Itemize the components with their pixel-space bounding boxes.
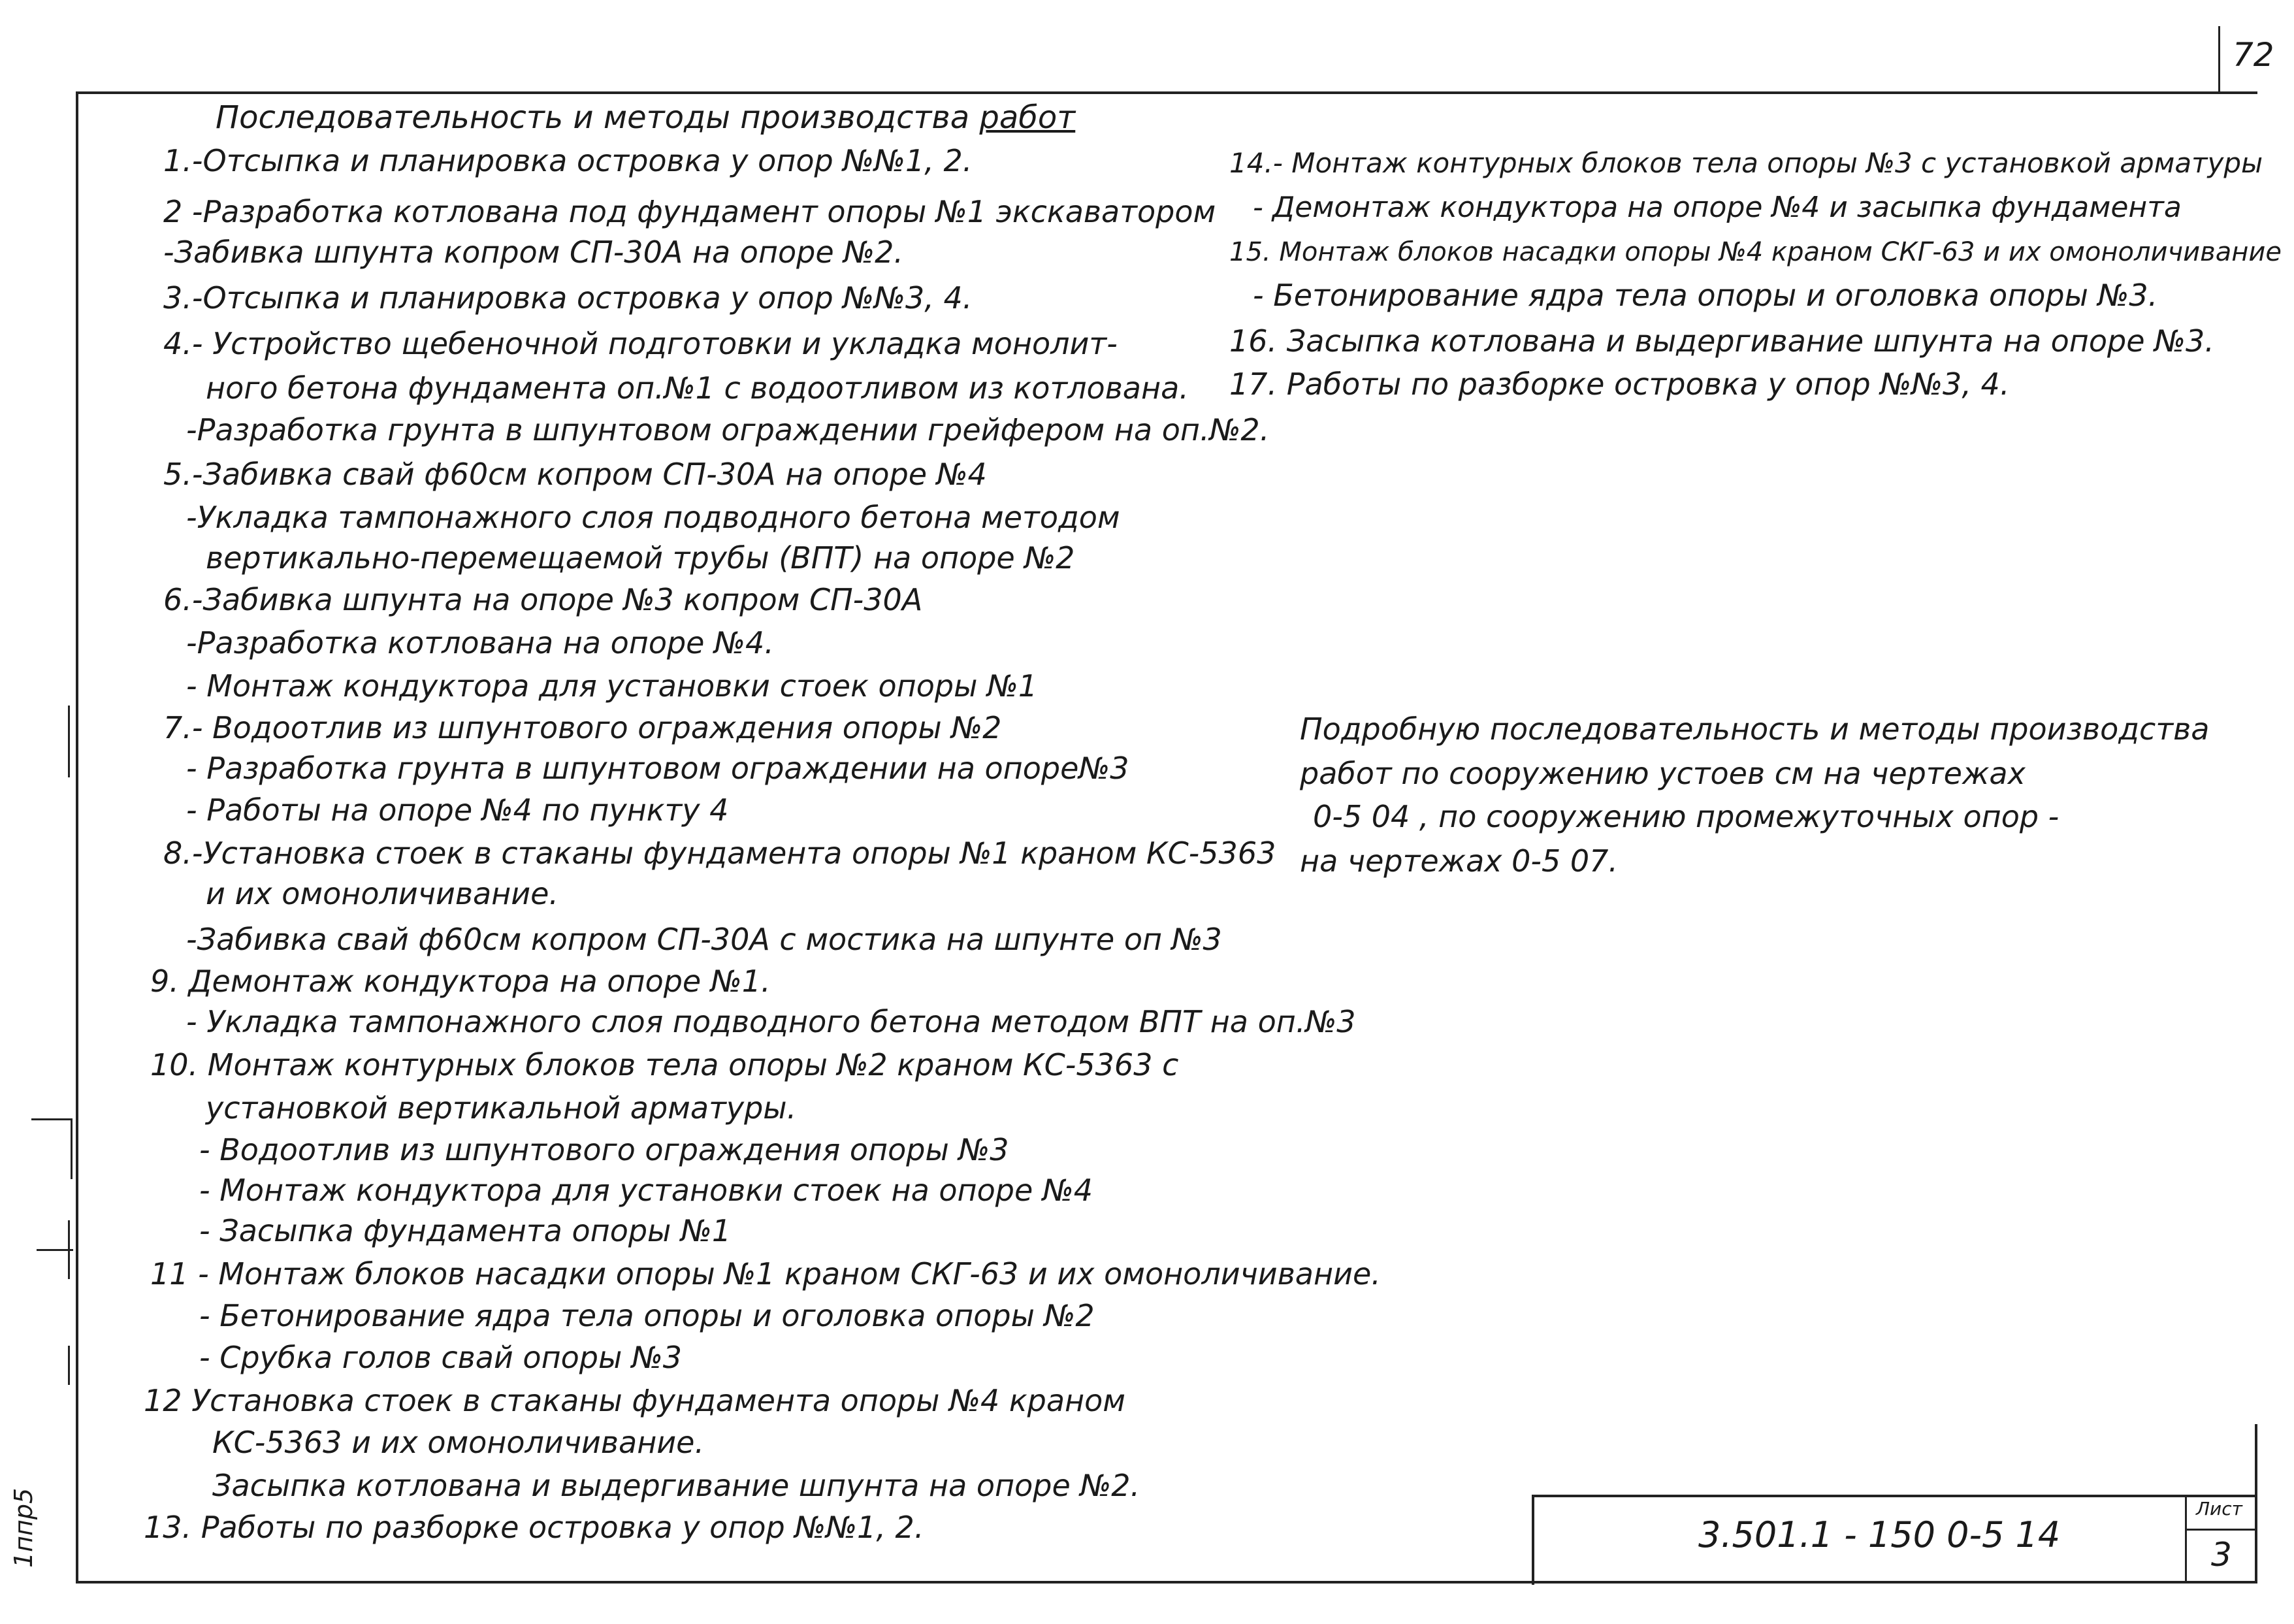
frame-border-left	[76, 91, 78, 1583]
list-item: - Работы на опоре №4 по пункту 4	[186, 792, 729, 828]
list-item: 16. Засыпка котлована и выдергивание шпунта на опоре №3.	[1229, 323, 2214, 359]
list-item: - Монтаж кондуктора для установки стоек на опоре №4	[199, 1173, 1093, 1208]
list-item: - Бетонирование ядра тела опоры и оголовка опоры №2	[199, 1298, 1095, 1333]
list-item: 2 -Разработка котлована под фундамент опоры №1 экскаватором	[163, 194, 1216, 229]
list-item: - Разработка грунта в шпунтовом ограждении на опоре№3	[186, 751, 1129, 786]
list-item: 15. Монтаж блоков насадки опоры №4 краном СКГ-63 и их омоноличивание	[1229, 237, 2282, 267]
frame-border-top	[76, 91, 2257, 94]
note-line: на чертежах 0-5 07.	[1300, 843, 1619, 879]
list-item: 14.- Монтаж контурных блоков тела опоры №3 с установкой арматуры	[1229, 147, 2263, 179]
title-block-rule	[2185, 1529, 2255, 1531]
list-item: Засыпка котлована и выдергивание шпунта на опоре №2.	[212, 1468, 1140, 1503]
page-number-divider	[2218, 26, 2220, 91]
note-line: 0-5 04 , по сооружению промежуточных опор -	[1313, 799, 2060, 834]
list-item: - Срубка голов свай опоры №3	[199, 1340, 683, 1375]
page-title	[216, 99, 1075, 136]
list-item: 10. Монтаж контурных блоков тела опоры №2 краном КС-5363 с	[150, 1047, 1179, 1082]
list-item: 13. Работы по разборке островка у опор №№1, 2.	[144, 1510, 924, 1545]
list-item: -Разработка грунта в шпунтовом ограждении грейфером на оп.№2.	[186, 412, 1270, 447]
list-item: 17. Работы по разборке островка у опор №№3, 4.	[1229, 366, 2010, 402]
list-item: 6.-Забивка шпунта на опоре №3 копром СП-30А	[163, 582, 923, 617]
list-item: и их омоноличивание.	[206, 876, 559, 911]
sheet-label: Лист	[2196, 1498, 2242, 1519]
list-item: КС-5363 и их омоноличивание.	[212, 1425, 705, 1460]
list-item: - Демонтаж кондуктора на опоре №4 и засыпка фундамента	[1253, 191, 2182, 224]
list-item: -Укладка тампонажного слоя подводного бетона методом	[186, 500, 1120, 535]
list-item: -Разработка котлована на опоре №4.	[186, 625, 774, 660]
list-item: 8.-Установка стоек в стаканы фундамента опоры №1 краном КС-5363	[163, 836, 1276, 871]
title-block-divider	[2185, 1497, 2187, 1582]
drawing-designation: 3.501.1 - 150 0-5 14	[1698, 1514, 2061, 1555]
title-text: Последовательность и методы производства	[216, 99, 970, 136]
margin-tick	[68, 1346, 70, 1385]
margin-bracket	[31, 1118, 73, 1179]
note-line: работ по сооружению устоев см на чертежах	[1300, 756, 2026, 791]
list-item: - Монтаж кондуктора для установки стоек опоры №1	[186, 668, 1038, 704]
list-item: установкой вертикальной арматуры.	[206, 1090, 797, 1126]
list-item: 5.-Забивка свай ф60см копром СП-30А на опоре №4	[163, 457, 987, 492]
list-item: 7.- Водоотлив из шпунтового ограждения опоры №2	[163, 710, 1002, 745]
title-underlined-word: работ	[979, 99, 1076, 136]
list-item: вертикально-перемещаемой трубы (ВПТ) на опоре №2	[206, 540, 1075, 576]
list-item: - Засыпка фундамента опоры №1	[199, 1213, 732, 1248]
list-item: -Забивка шпунта копром СП-30А на опоре №2.	[163, 235, 904, 270]
note-line: Подробную последовательность и методы производства	[1300, 711, 2210, 747]
margin-tick	[68, 706, 70, 777]
margin-stamp: 1ппр5	[9, 1487, 38, 1568]
list-item: 3.-Отсыпка и планировка островка у опор №№3, 4.	[163, 280, 973, 316]
list-item: - Бетонирование ядра тела опоры и оголовка опоры №3.	[1253, 278, 2158, 313]
list-item: 12 Установка стоек в стаканы фундамента опоры №4 краном	[144, 1383, 1125, 1418]
list-item: 4.- Устройство щебеночной подготовки и укладка монолит-	[163, 326, 1118, 361]
list-item: 11 - Монтаж блоков насадки опоры №1 краном СКГ-63 и их омоноличивание.	[150, 1256, 1381, 1291]
list-item: 9. Демонтаж кондуктора на опоре №1.	[150, 964, 771, 999]
list-item: 1.-Отсыпка и планировка островка у опор №№1, 2.	[163, 143, 973, 178]
page-number: 72	[2233, 36, 2274, 74]
list-item: - Укладка тампонажного слоя подводного бетона методом ВПТ на оп.№3	[186, 1004, 1356, 1039]
margin-tick	[68, 1220, 70, 1279]
list-item: -Забивка свай ф60см копром СП-30А с мостика на шпунте оп №3	[186, 922, 1222, 957]
list-item: ного бетона фундамента оп.№1 с водоотливом из котлована.	[206, 370, 1189, 406]
sheet-number: 3	[2211, 1536, 2232, 1574]
list-item: - Водоотлив из шпунтового ограждения опоры №3	[199, 1132, 1009, 1167]
